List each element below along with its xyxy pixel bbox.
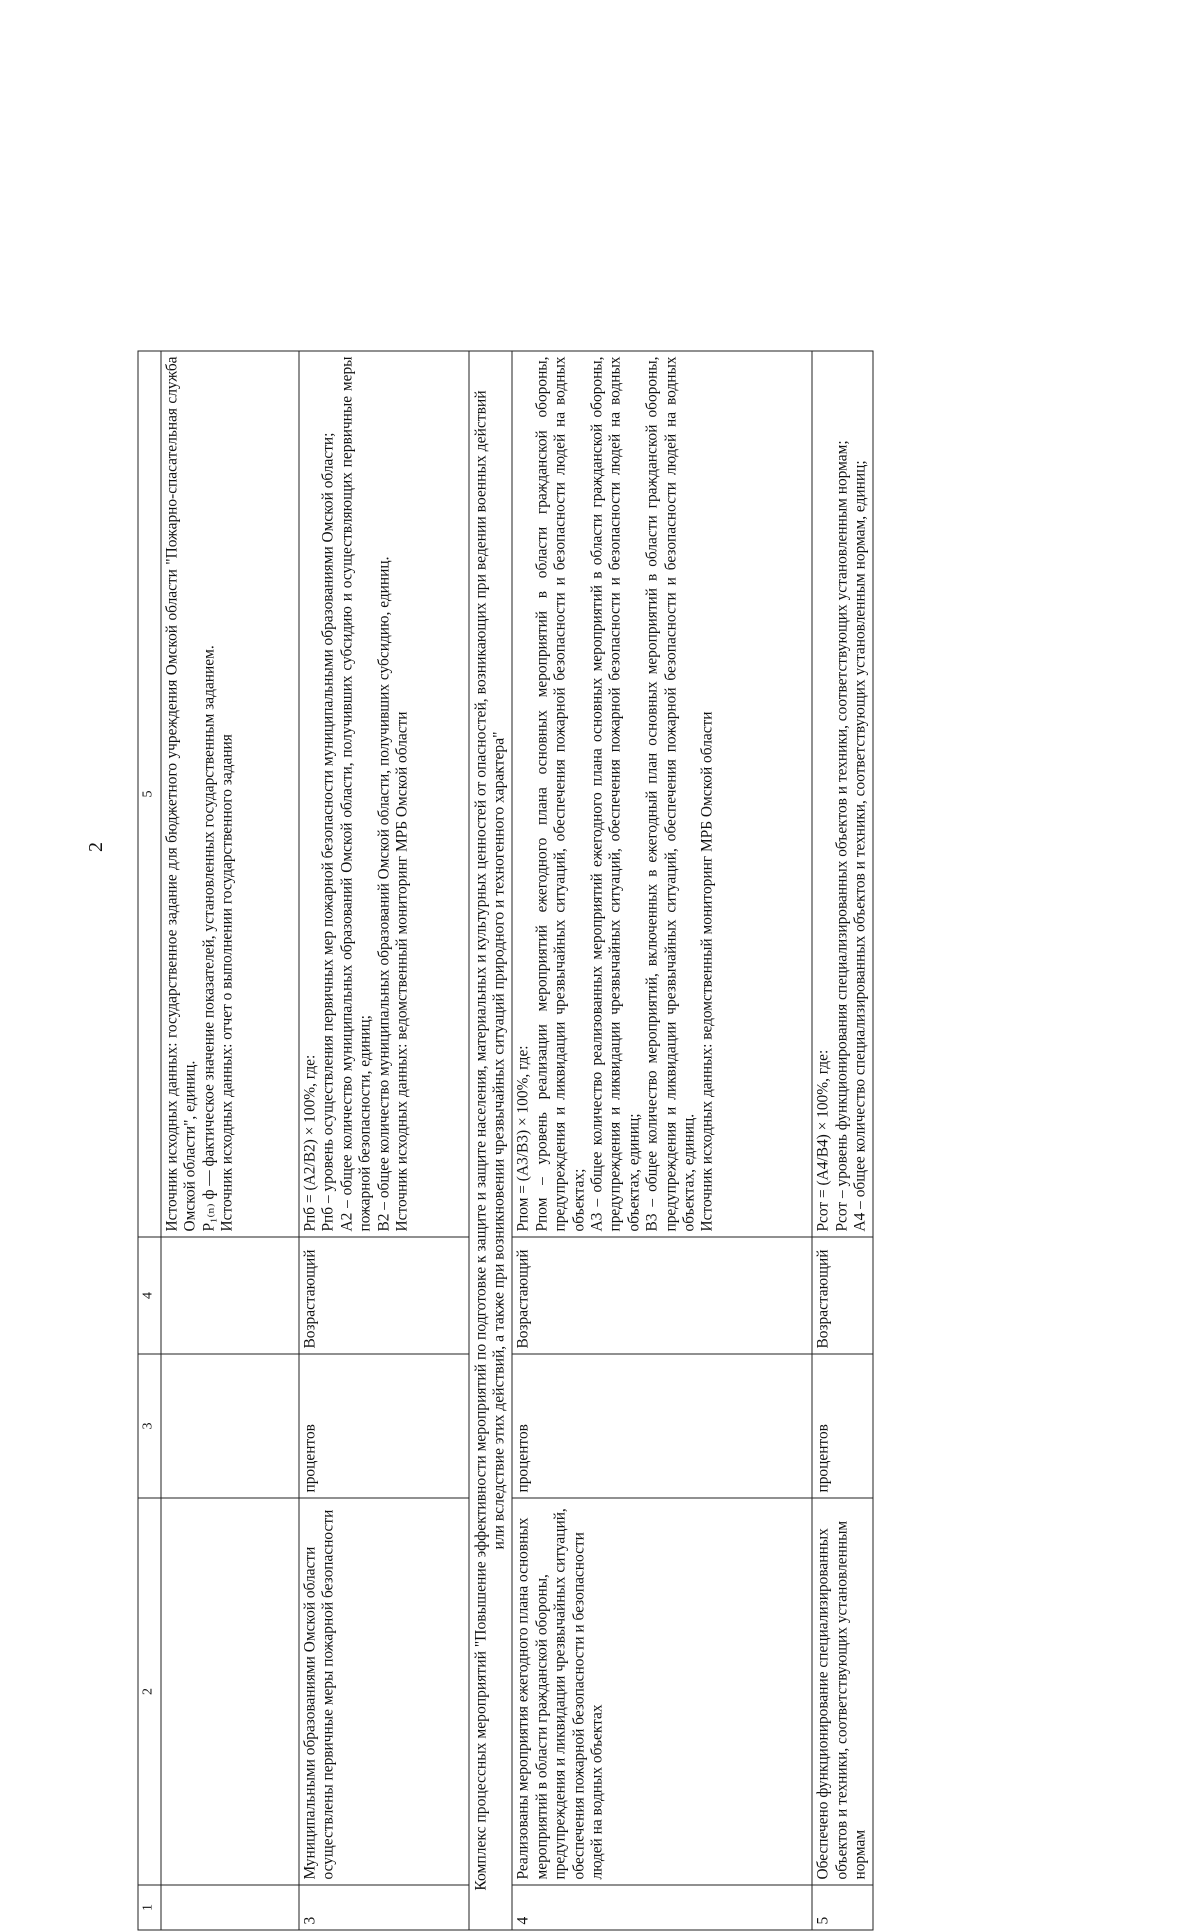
description-line: Pпб – уровень осуществления первичных мер пожарной безопасности муниципальными образованиями Омской области; bbox=[319, 432, 337, 1232]
header-col-5: 5 bbox=[138, 351, 161, 1237]
description-line: А2 – общее количество муниципальных образований Омской области, получивших субсидию и осуществляющих первичные меры пожарной безопасности, единиц; bbox=[338, 356, 374, 1232]
trend-cell bbox=[161, 1237, 299, 1354]
unit-cell: процентов bbox=[812, 1354, 872, 1498]
header-col-3: 3 bbox=[138, 1354, 161, 1498]
unit-cell bbox=[161, 1354, 299, 1498]
trend-cell: Возрастающий bbox=[812, 1237, 872, 1354]
page-number: 2 bbox=[85, 842, 107, 852]
indicator-name: Муниципальными образованиями Омской области осуществлены первичные меры пожарной безопасности bbox=[299, 1498, 469, 1885]
trend-cell: Возрастающий bbox=[512, 1237, 812, 1354]
description-line: Pпом = (А3/В3) × 100%, где: bbox=[514, 1045, 532, 1232]
description-line: Источник исходных данных: государственное задание для бюджетного учреждения Омской области "Пожарно-спасательная служба Омской области", единиц. bbox=[163, 356, 199, 1232]
section-row bbox=[469, 351, 512, 1930]
description-line: Pпом – уровень реализации мероприятий ежегодного плана основных мероприятий в области гражданской обороны, предупреждения и ликвидации чрезвычайных ситуаций, обеспечения пожарной безопасности и безопасности людей на водных объектах; bbox=[533, 356, 588, 1232]
row-number bbox=[161, 1885, 299, 1930]
row-number: 3 bbox=[299, 1885, 469, 1930]
description-line: В3 – общее количество мероприятий, включенных в ежегодный план основных мероприятий в области гражданской обороны, предупреждения и ликвидации чрезвычайных ситуаций, обеспечения пожарной безопасности и безопасности людей на водных объектах, единиц. bbox=[643, 356, 698, 1232]
description-line: В2 – общее количество муниципальных образований Омской области, получивших субсидию, единиц. bbox=[375, 556, 393, 1232]
header-col-4: 4 bbox=[138, 1237, 161, 1354]
header-col-1: 1 bbox=[138, 1885, 161, 1930]
indicator-name: Обеспечено функционирование специализированных объектов и техники, соответствующих установленным нормам bbox=[812, 1498, 872, 1885]
description-line: P₁₍ₙ₎ ф — фактическое значение показателей, установленных государственным заданием. bbox=[200, 645, 218, 1232]
table-row bbox=[812, 351, 872, 1930]
method-description bbox=[812, 351, 872, 1237]
description-line: Источник исходных данных: ведомственный мониторинг МРБ Омской области bbox=[698, 711, 716, 1232]
method-description bbox=[161, 351, 299, 1237]
row-number: 4 bbox=[512, 1885, 812, 1930]
row-number: 5 bbox=[812, 1885, 872, 1930]
description-line: А3 – общее количество реализованных мероприятий ежегодного плана основных мероприятий в области гражданской обороны, предупреждения и ликвидации чрезвычайных ситуаций, обеспечения пожарной безопасности и безопасности людей на водных объектах, единиц; bbox=[588, 356, 643, 1232]
description-line: Источник исходных данных: отчет о выполнении государственного задания bbox=[218, 734, 236, 1232]
unit-cell: процентов bbox=[512, 1354, 812, 1498]
header-col-2: 2 bbox=[138, 1498, 161, 1885]
description-line: Pсот – уровень функционирования специализированных объектов и техники, соответствующих установленным нормам; bbox=[833, 440, 851, 1232]
table-row bbox=[299, 351, 469, 1930]
table-row bbox=[161, 351, 299, 1930]
indicator-name bbox=[161, 1498, 299, 1885]
method-description bbox=[512, 351, 812, 1237]
indicator-name: Реализованы мероприятия ежегодного плана основных мероприятий в области гражданской обороны, предупреждения и ликвидации чрезвычайных ситуаций, обеспечения пожарной безопасности и безопасности людей на водных объектах bbox=[512, 1498, 812, 1885]
table-header-row bbox=[138, 351, 161, 1930]
method-description bbox=[299, 351, 469, 1237]
indicator-table-sheet bbox=[138, 351, 1071, 1931]
unit-cell: процентов bbox=[299, 1354, 469, 1498]
description-line: Pпб = (А2/В2) × 100%, где: bbox=[301, 1054, 319, 1232]
trend-cell: Возрастающий bbox=[299, 1237, 469, 1354]
description-line: Pсот = (А4/В4) × 100%, где: bbox=[814, 1049, 832, 1232]
section-title: Комплекс процессных мероприятий "Повышение эффективности мероприятий по подготовке к защите и защите населения, материальных и культурных ценностей от опасностей, возникающих при ведении военных действий или вследствие этих действий, а также при возникновении чрезвычайных ситуаций природного и техногенного характера" bbox=[469, 351, 512, 1930]
description-line: Источник исходных данных: ведомственный мониторинг МРБ Омской области bbox=[393, 711, 411, 1232]
table-row bbox=[512, 351, 812, 1930]
indicator-table bbox=[138, 351, 874, 1931]
description-line: А4 – общее количество специализированных объектов и техники, соответствующих установленным нормам, единиц; bbox=[851, 460, 869, 1232]
